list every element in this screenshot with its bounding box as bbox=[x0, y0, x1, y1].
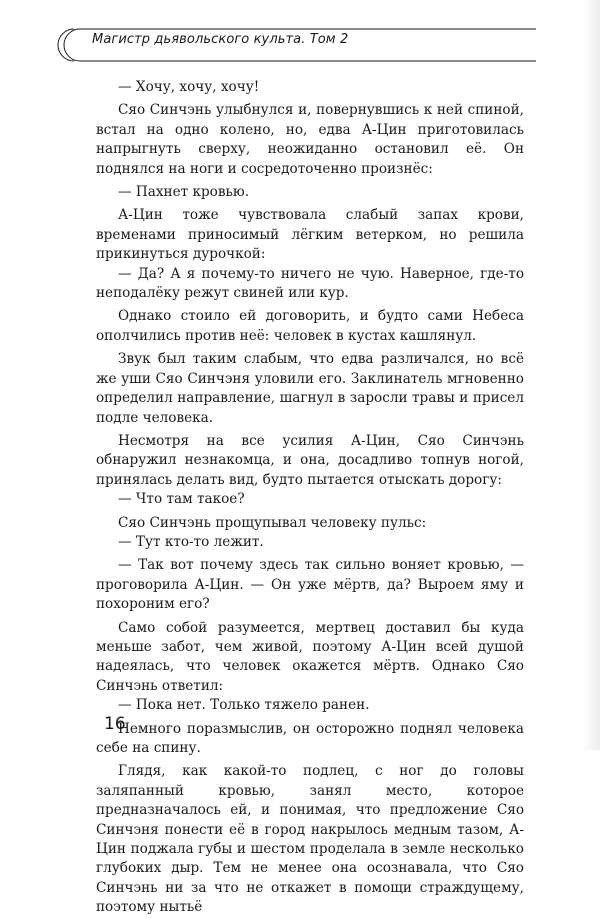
paragraph: — Пока нет. Только тяжело ранен. bbox=[118, 697, 370, 714]
page-edge-shadow bbox=[582, 0, 600, 750]
paragraph: — Тут кто-то лежит. bbox=[118, 533, 264, 550]
paragraph: Немного поразмыслив, он осторожно поднял человека себе на спину. bbox=[96, 720, 524, 756]
paragraph: Несмотря на все усилия А-Цин, Сяо Синчэнь обнаружил незнакомца, и она, досадливо топнув ногой, принялась делать вид, будто пытается отыскать дорогу: bbox=[96, 432, 524, 488]
paragraph: — Хочу, хочу, хочу! bbox=[118, 79, 260, 95]
paragraph: Звук был таким слабым, что едва различался, но всё же уши Сяо Синчэня уловили его. Заклинатель мгновенно определил направление, шагнул в заросли травы и присел подле человека. bbox=[96, 351, 524, 426]
paragraph: Сяо Синчэнь улыбнулся и, повернувшись к ней спиной, встал на одно колено, но, едва А-Цин приготовилась напрыгнуть сверху, неожиданно остановил её. Он поднялся на ноги и сосредоточенно произнёс: bbox=[96, 102, 524, 177]
paragraph: Однако стоило ей договорить, и будто сами Небеса ополчились против неё: человек в кустах кашлянул. bbox=[96, 308, 524, 344]
running-header-title: Магистр дьявольского культа. Том 2 bbox=[92, 32, 349, 47]
paragraph: Глядя, как какой-то подлец, с ног до головы заляпанный кровью, занял место, которое предназначалось ей, и понимая, что предложение Сяо Синчэня понести её в город накрылось медным тазом, А-Цин поджала губы и шестом проделала в земле несколько глубоких дыр. Тем не менее она осознавала, что Сяо Синчэнь ни за что не откажет в помощи страждущему, поэтому нытьё bbox=[96, 763, 524, 916]
paragraph: А-Цин тоже чувствовала слабый запах крови, временами приносимый лёгким ветерком, но решила прикинуться дурочкой: bbox=[96, 207, 524, 263]
paragraph: Само собой разумеется, мертвец доставил бы куда меньше забот, чем живой, поэтому А-Цин всей душой надеялась, что человек окажется мёртв. Однако Сяо Синчэнь ответил: bbox=[96, 619, 524, 694]
paragraph: — Так вот почему здесь так сильно воняет кровью, — проговорила А-Цин. — Он уже мёртв, да? Выроем яму и похороним его? bbox=[96, 557, 524, 613]
paragraph: — Что там такое? bbox=[118, 491, 245, 508]
paragraph: Сяо Синчэнь прощупывал человеку пульс: bbox=[118, 514, 427, 531]
running-header bbox=[48, 27, 536, 63]
paragraph: — Пахнет кровью. bbox=[118, 184, 250, 201]
page-number: 16 bbox=[104, 714, 126, 734]
paragraph: — Да? А я почему-то ничего не чую. Наверное, где-то неподалёку режут свиней или кур. bbox=[96, 265, 524, 302]
book-text bbox=[96, 78, 524, 918]
